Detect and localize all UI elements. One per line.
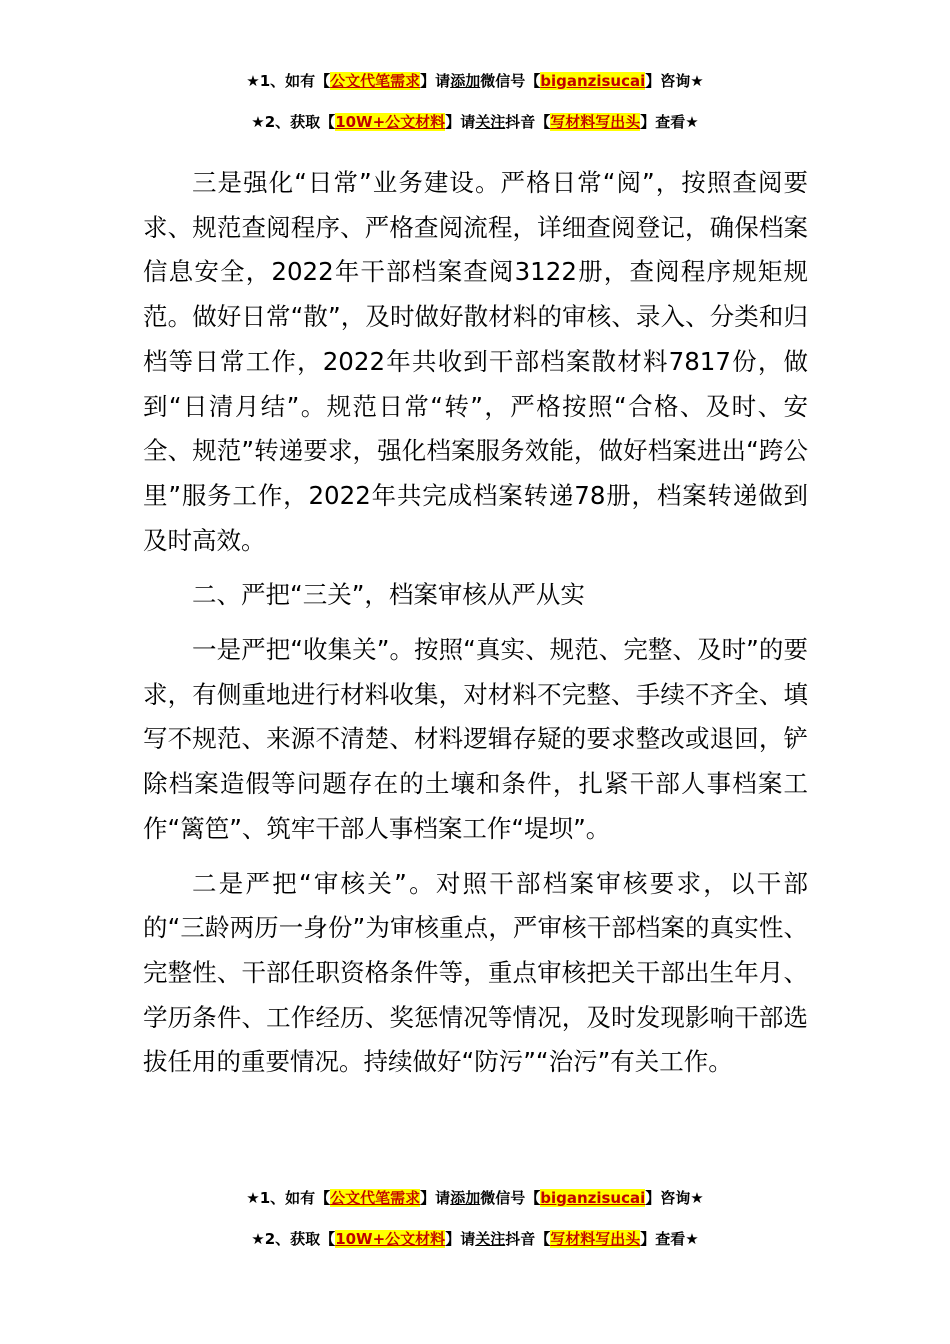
highlight-douyin-account: 写材料写出头: [550, 113, 641, 131]
banner-text: 抖音【: [505, 1230, 551, 1248]
banner-text: 】请: [445, 1230, 476, 1248]
paragraph-review-check: 二是严把“审核关”。对照干部档案审核要求，以干部的“三龄两历一身份”为审核重点，严审核干部档案的真实性、完整性、干部任职资格条件等，重点审核把关干部出生年月、学历条件、工作经历、奖惩情况等情况，及时发现影响干部选拔任用的重要情况。持续做好“防污”“治污”有关工作。: [143, 868, 808, 1077]
paragraph-daily-work: 三是强化“日常”业务建设。严格日常“阅”，按照查阅要求、规范查阅程序、严格查阅流程，详细查阅登记，确保档案信息安全，2022年干部档案查阅3122册，查阅程序规矩规范。做好日常“散”，及时做好散材料的审核、录入、分类和归档等日常工作，2022年共收到干部档案散材料7817份，做到“日清月结”。规范日常“转”，严格按照“合格、及时、安全、规范”转递要求，强化档案服务效能，做好档案进出“跨公里”服务工作，2022年共完成档案转递78册，档案转递做到及时高效。: [143, 168, 808, 555]
highlight-wechat-id: biganzisucai: [540, 1189, 646, 1207]
banner-text: 】请: [420, 1189, 451, 1207]
banner-text: ★1、如有【: [246, 72, 331, 90]
top-banner-line-1: [0, 70, 950, 91]
banner-text: 】咨询★: [645, 72, 704, 90]
section-heading-three-checks: 二、严把“三关”，档案审核从严从实: [192, 580, 585, 610]
banner-text: ★2、获取【: [251, 1230, 336, 1248]
banner-text: 抖音【: [505, 113, 551, 131]
banner-text: ★2、获取【: [251, 113, 336, 131]
highlight-materials: 10W+公文材料: [335, 113, 446, 131]
highlight-ghostwriting-service: 公文代笔需求: [330, 1189, 421, 1207]
highlight-ghostwriting-service: 公文代笔需求: [330, 72, 421, 90]
underlined-follow: 关注: [475, 1230, 506, 1248]
banner-text: ★1、如有【: [246, 1189, 331, 1207]
paragraph-collection-check: 一是严把“收集关”。按照“真实、规范、完整、及时”的要求，有侧重地进行材料收集，对材料不完整、手续不齐全、填写不规范、来源不清楚、材料逻辑存疑的要求整改或退回，铲除档案造假等问题存在的土壤和条件，扎紧干部人事档案工作“篱笆”、筑牢干部人事档案工作“堤坝”。: [143, 635, 808, 843]
bottom-banner-line-1: [0, 1187, 950, 1208]
underlined-add: 添加: [450, 1189, 481, 1207]
underlined-add: 添加: [450, 72, 481, 90]
banner-text: 】咨询★: [645, 1189, 704, 1207]
highlight-douyin-account: 写材料写出头: [550, 1230, 641, 1248]
banner-text: 微信号【: [480, 72, 541, 90]
banner-text: 】请: [420, 72, 451, 90]
banner-text: 】查看★: [640, 1230, 699, 1248]
highlight-materials: 10W+公文材料: [335, 1230, 446, 1248]
underlined-follow: 关注: [475, 113, 506, 131]
banner-text: 】请: [445, 113, 476, 131]
highlight-wechat-id: biganzisucai: [540, 72, 646, 90]
banner-text: 微信号【: [480, 1189, 541, 1207]
bottom-banner-line-2: [0, 1228, 950, 1249]
banner-text: 】查看★: [640, 113, 699, 131]
document-body: [143, 161, 808, 1085]
top-banner-line-2: [0, 111, 950, 132]
